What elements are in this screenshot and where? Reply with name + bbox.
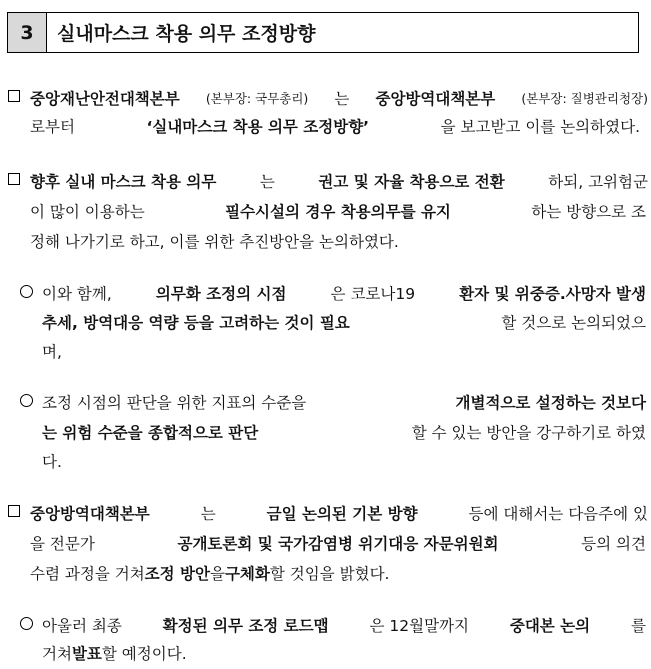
text-segment: 조정 방안	[144, 565, 210, 583]
circle-bullet-icon	[20, 285, 33, 298]
paragraph-3-line-3	[42, 342, 646, 362]
paragraph-6-line-2	[42, 644, 646, 664]
text-segment: 금일 논의된 기본 방향	[266, 505, 418, 523]
paragraph-4-line-1	[20, 393, 646, 413]
text-segment: 향후 실내 마스크 착용 의무	[30, 173, 217, 191]
square-bullet-icon	[8, 90, 20, 102]
text-segment: 할 것임을 밝혔다.	[269, 565, 390, 583]
paragraph-4-line-3	[42, 452, 646, 472]
text-segment: 는	[334, 90, 350, 108]
text-segment: 을	[209, 565, 225, 583]
circle-bullet-icon	[20, 617, 33, 630]
text-segment: 며,	[42, 343, 62, 361]
text-segment: 추세, 방역대응 역량 등을 고려하는 것이 필요	[42, 314, 350, 332]
text-segment: 구체화	[224, 565, 270, 583]
text-segment: 중앙방역대책본부	[30, 505, 150, 523]
text-segment: 수렴 과정을 거쳐	[30, 565, 145, 583]
text-segment: 아울러 최종	[42, 617, 122, 635]
text-segment: 하는 방향으로 조	[531, 203, 646, 221]
text-segment: (본부장: 국무총리)	[205, 91, 309, 106]
paragraph-5-line-1	[8, 504, 648, 524]
text-segment: 발표	[71, 645, 102, 663]
text-segment: 확정된 의무 조정 로드맵	[162, 617, 329, 635]
text-segment: 개별적으로 설정하는 것보다	[455, 394, 646, 412]
paragraph-4-line-2	[42, 423, 646, 443]
text-segment: 권고 및 자율 착용으로 전환	[318, 173, 505, 191]
text-segment: 하되, 고위험군	[548, 173, 648, 191]
text-segment: 중앙재난안전대책본부	[30, 90, 180, 108]
text-segment: 할 수 있는 방안을 강구하기로 하였	[411, 424, 646, 442]
section-header	[7, 12, 639, 53]
paragraph-1-line-1	[8, 89, 648, 109]
text-segment: 중앙방역대책본부	[375, 90, 496, 108]
text-segment: 은 코로나19	[330, 285, 416, 303]
text-segment: 정해 나가기로 하고, 이를 위한 추진방안을 논의하였다.	[30, 233, 399, 251]
text-segment: 이와 함께,	[42, 285, 112, 303]
text-segment: 거쳐	[42, 645, 72, 663]
text-segment: 다.	[42, 453, 62, 471]
text-segment: 등의 의견	[581, 535, 646, 553]
paragraph-2-line-2	[30, 202, 646, 222]
text-segment: 중대본 논의	[509, 617, 591, 635]
paragraph-5-line-3	[30, 564, 646, 584]
text-segment: 를	[631, 617, 646, 635]
text-segment: 는	[200, 505, 216, 523]
paragraph-2-line-1	[8, 172, 648, 192]
text-segment: 등에 대해서는 다음주에 있	[468, 505, 648, 523]
section-number: 3	[8, 13, 47, 52]
paragraph-1-line-2	[30, 117, 640, 137]
paragraph-3-line-1	[20, 284, 646, 304]
text-segment: 할 예정이다.	[101, 645, 187, 663]
text-segment: 로부터	[30, 118, 75, 136]
paragraph-5-line-2	[30, 534, 646, 554]
paragraph-3-line-2	[42, 313, 646, 333]
text-segment: 의무화 조정의 시점	[155, 285, 287, 303]
text-segment: 필수시설의 경우 착용의무를 유지	[225, 203, 451, 221]
text-segment: 는 위험 수준을 종합적으로 판단	[42, 424, 259, 442]
text-segment: 은 12월말까지	[369, 617, 469, 635]
text-segment: 공개토론회 및 국가감염병 위기대응 자문위원회	[177, 535, 499, 553]
paragraph-6-line-1	[20, 616, 646, 636]
paragraph-2-line-3	[30, 232, 646, 252]
square-bullet-icon	[8, 173, 20, 185]
text-segment: 을 전문가	[30, 535, 95, 553]
text-segment: (본부장: 질병관리청장)	[521, 91, 648, 106]
text-segment: 할 것으로 논의되었으	[501, 314, 646, 332]
circle-bullet-icon	[20, 394, 33, 407]
text-segment: 이 많이 이용하는	[30, 203, 145, 221]
text-segment: 환자 및 위중증.사망자 발생	[459, 285, 646, 303]
text-segment: 조정 시점의 판단을 위한 지표의 수준을	[42, 394, 307, 412]
square-bullet-icon	[8, 505, 20, 517]
text-segment: 을 보고받고 이를 논의하였다.	[440, 118, 640, 136]
section-title: 실내마스크 착용 의무 조정방향	[57, 23, 316, 45]
text-segment: 는	[259, 173, 275, 191]
text-segment: ‘실내마스크 착용 의무 조정방향’	[146, 118, 370, 136]
